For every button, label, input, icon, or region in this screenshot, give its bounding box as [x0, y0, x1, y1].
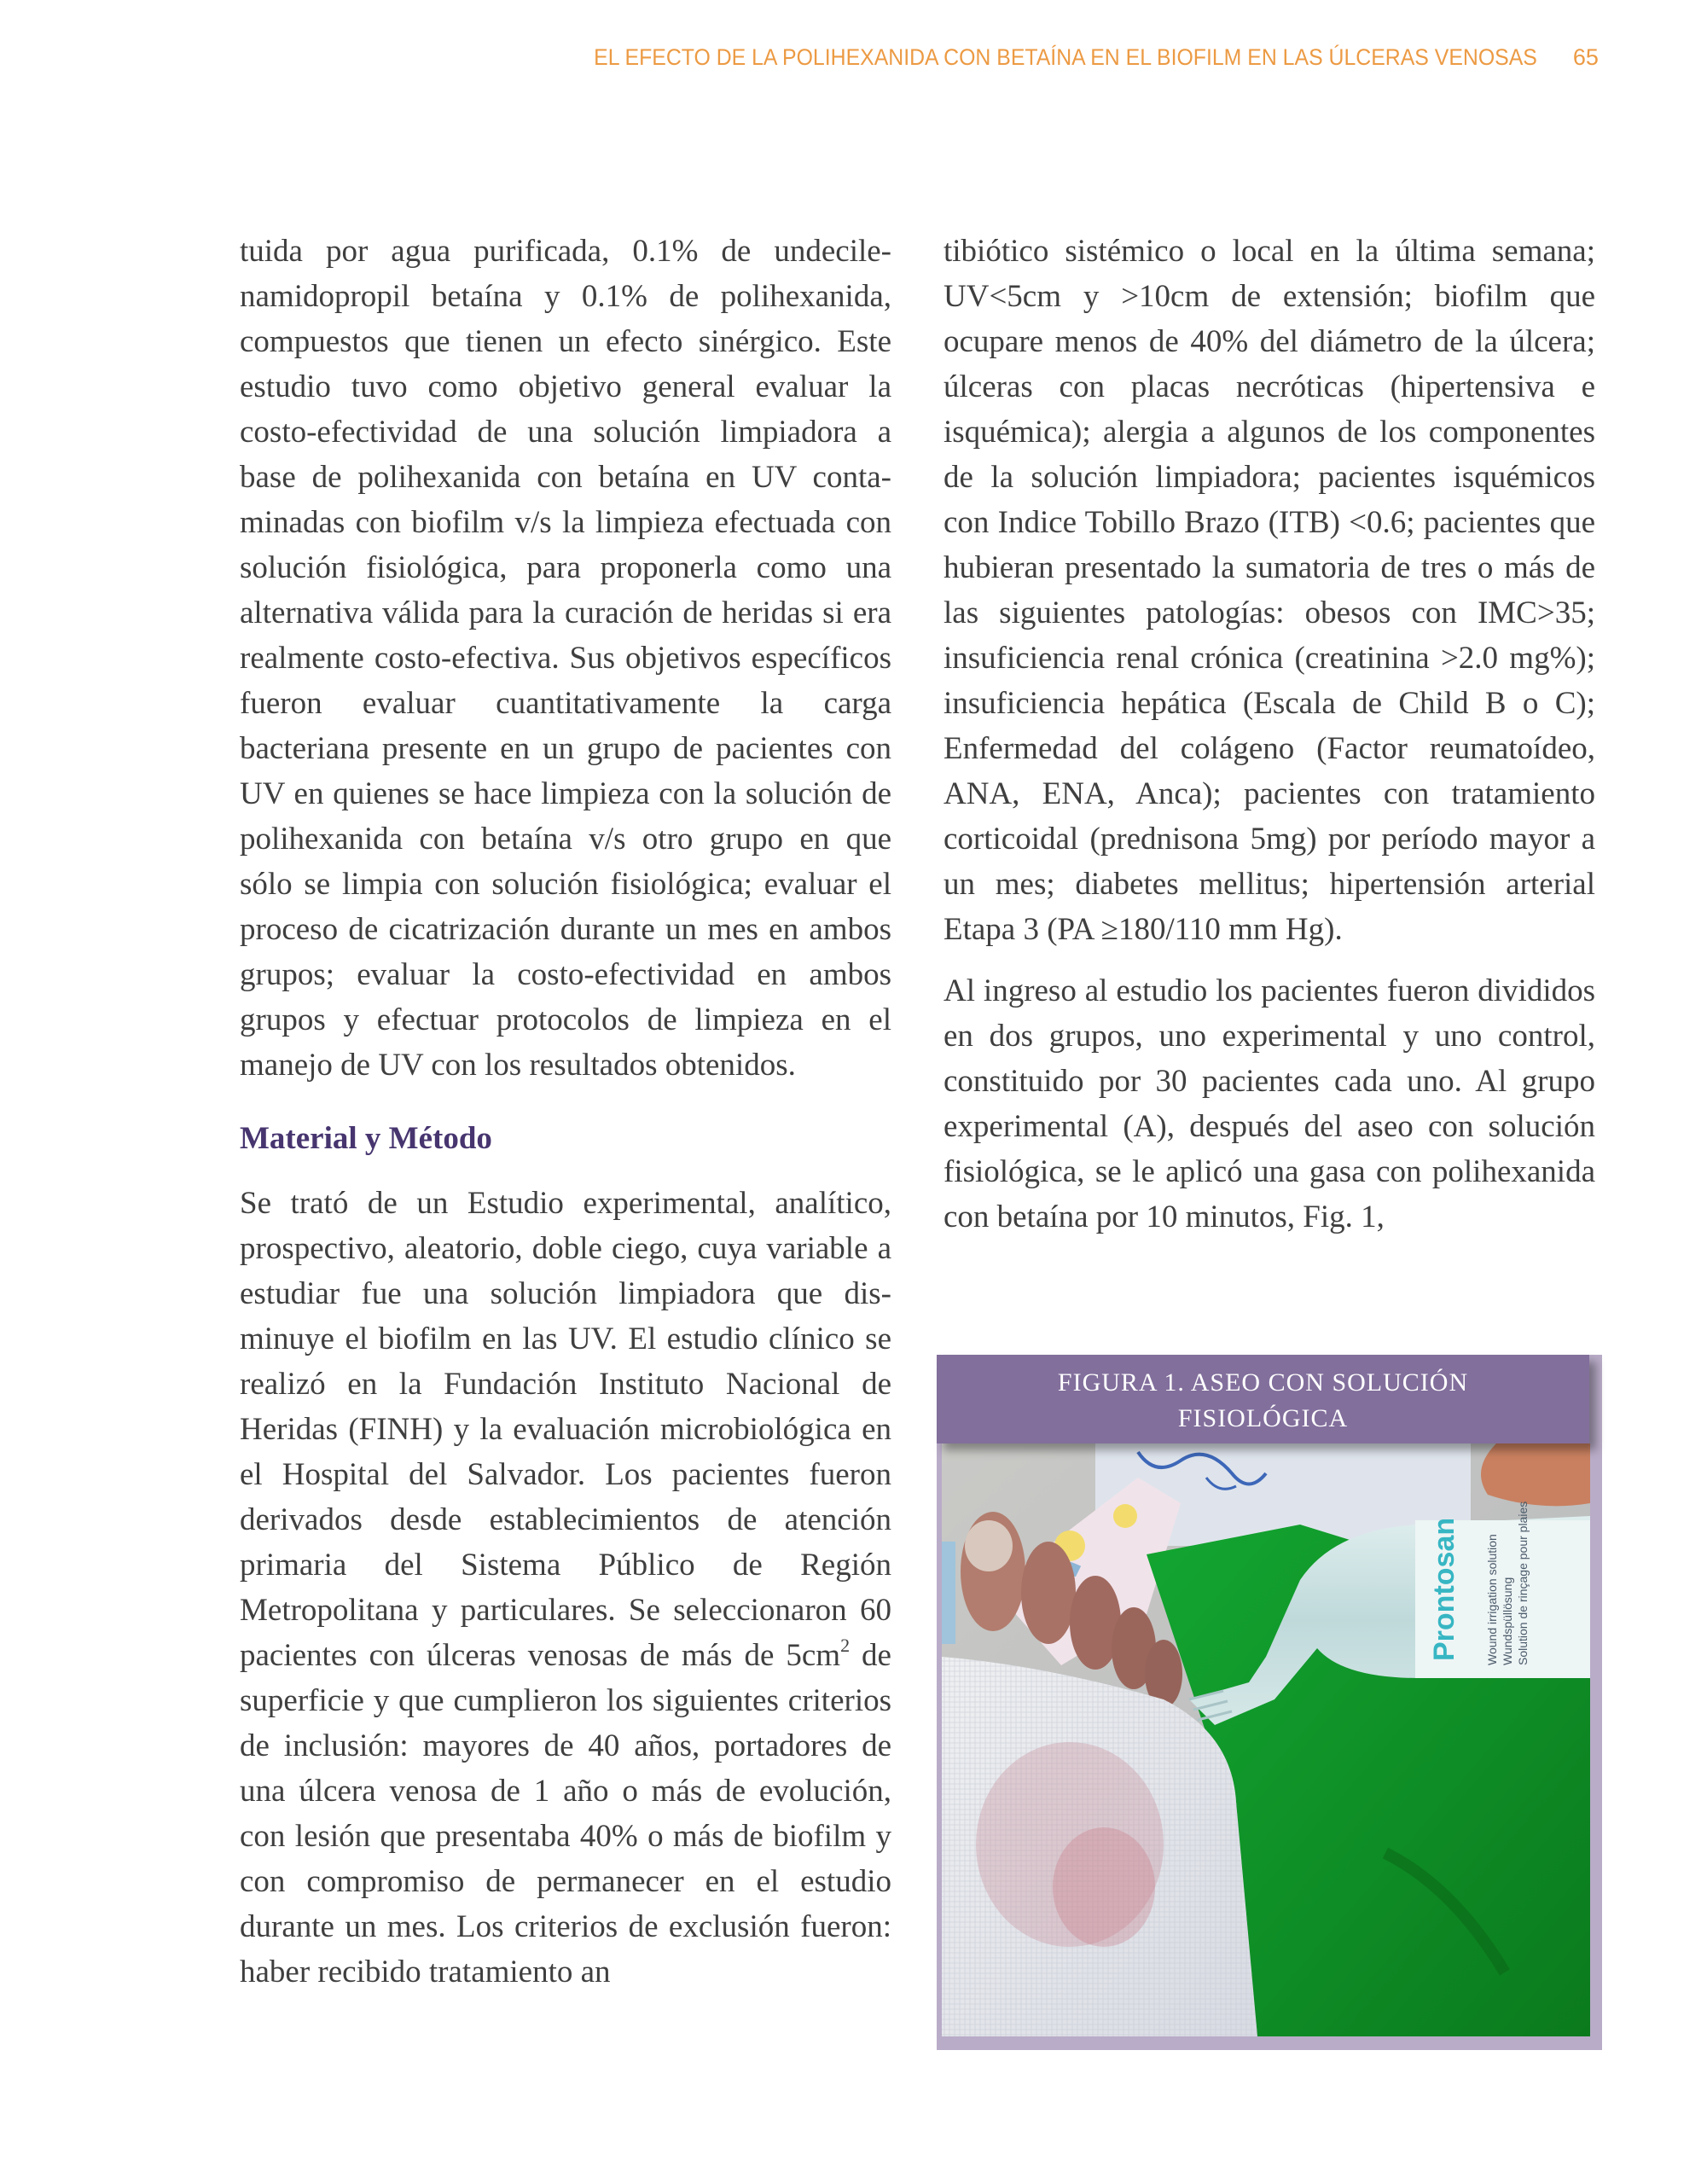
superscript: 2 — [840, 1635, 851, 1656]
body-paragraph: tibiótico sistémico o local en la última semana; UV<5cm y >10cm de extensión; biofilm que ocupare menos de 40% del diámetro de la úlcera; úlceras con placas necróticas (hipertensiva e isquémica); alergia a algunos de los componentes de la solución limpiadora; pacientes isquémicos con Indice Tobillo Brazo (ITB) <0.6; pacientes que hubieran presentado la sumatoria de tres o más de las siguientes patologías: obesos con IMC>35; insuficiencia renal crónica (creatinina >2.0 mg%); insuficiencia hepática (Escala de Child B o C); Enfermedad del colágeno (Factor reumatoídeo, ANA, ENA, Anca); pacientes con tratamiento corticoidal (prednisona 5mg) por período mayor a un mes; diabetes mellitus; hipertensión arterial Etapa 3 (PA ≥180/110 mm Hg). — [943, 234, 1595, 947]
figure-photo — [942, 1443, 1590, 2036]
right-column — [943, 229, 1595, 1240]
svg-text:Solution de rinçage pour plaie: Solution de rinçage pour plaies — [1516, 1501, 1530, 1665]
running-header — [512, 44, 1599, 71]
bottle-brand-text: Prontosan — [1428, 1517, 1460, 1661]
body-paragraph: Al ingreso al estudio los pacientes fueron divididos en dos grupos, uno experimental y uno control, constituido por 30 pacientes cada uno. Al grupo experimental (A), después del aseo con solución fisiológica, se le aplicó una gasa con polihexanida con betaína por 10 minutos, Fig. 1, — [943, 973, 1595, 1234]
svg-text:Wundspüllösung: Wundspüllösung — [1501, 1577, 1514, 1665]
figure-caption-line: FISIOLÓGICA — [1177, 1404, 1349, 1432]
section-heading: Material y Método — [240, 1121, 492, 1156]
svg-text:Wound irrigation solution: Wound irrigation solution — [1485, 1534, 1499, 1665]
left-column — [240, 229, 891, 1995]
figure-caption — [937, 1355, 1589, 1443]
figure-1 — [937, 1355, 1602, 2050]
running-title: EL EFECTO DE LA POLIHEXANIDA CON BETAÍNA EN EL BIOFILM EN LAS ÚLCERAS VENOSAS — [594, 44, 1537, 70]
figure-caption-line: FIGURA 1. ASEO CON SOLUCIÓN — [1057, 1368, 1469, 1397]
body-paragraph: tuida por agua purificada, 0.1% de undecilenamidopropil betaína y 0.1% de polihexanida, compuestos que tienen un efecto sinérgico. Este estudio tuvo como objetivo general evaluar la costo-efectividad de una solución limpiadora a base de polihexanida con betaína en UV contaminadas con biofilm v/s la limpieza efectuada con solución fisiológica, para proponerla como una alternativa válida para la curación de heridas si era realmente costo-efectiva. Sus objetivos específicos fueron evaluar cuantitativamente la carga bacteriana presente en un grupo de pacientes con UV en quienes se hace limpieza con la solución de polihexanida con betaína v/s otro grupo en que sólo se limpia con solución fisiológica; evaluar el proceso de cicatrización durante un mes en ambos grupos; evaluar la costo-efectividad en ambos grupos y efectuar protocolos de limpieza en el manejo de UV con los resultados obtenidos. — [240, 234, 891, 1083]
body-paragraph — [240, 1181, 891, 1995]
body-text: de superficie y que cumplieron los siguientes criterios de inclusión: mayores de 40 años, portadores de una úlcera venosa de 1 año o más de evolución, con lesión que presentaba 40% o más de biofilm y con compromiso de permanecer en el estudio durante un mes. Los criterios de exclusión fueron: haber recibido tratamiento an — [240, 1638, 891, 1989]
body-text: Se trató de un Estudio experimental, analítico, prospectivo, aleatorio, doble ciego, cuya variable a estudiar fue una solución limpiadora que disminuye el biofilm en las UV. El estudio clínico se realizó en la Fundación Instituto Nacional de Heridas (FINH) y la evaluación microbiológica en el Hospital del Salvador. Los pacientes fueron derivados desde establecimientos de atención primaria del Sistema Público de Región Metropolitana y particulares. Se seleccionaron 60 pacientes con úlceras venosas de más de 5cm — [240, 1186, 891, 1673]
page-number: 65 — [1572, 44, 1599, 70]
wound-cleaning-photo — [942, 1443, 1590, 2036]
